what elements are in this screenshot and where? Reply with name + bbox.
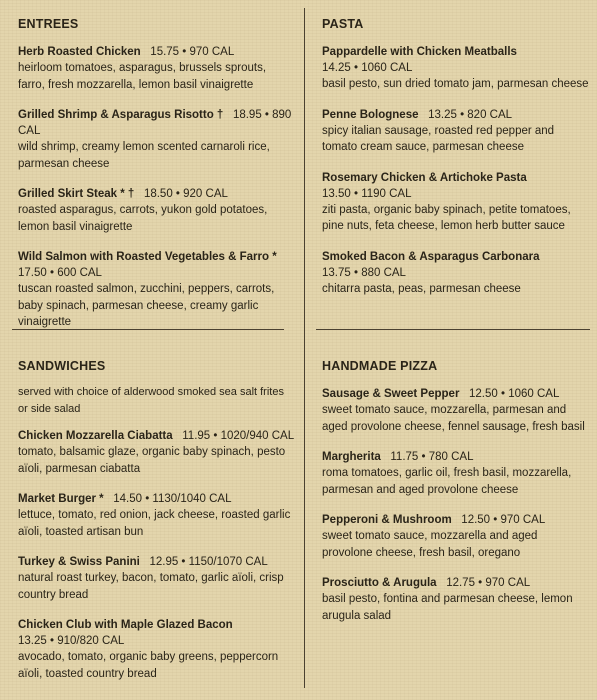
item-name: Chicken Club with Maple Glazed Bacon xyxy=(18,619,233,631)
menu-item xyxy=(18,491,296,540)
item-name: Herb Roasted Chicken xyxy=(18,46,141,58)
item-description: sweet tomato sauce, mozzarella, parmesan and aged provolone cheese, fennel sausage, fresh basil xyxy=(322,404,585,433)
item-name: Grilled Skirt Steak * † xyxy=(18,188,135,200)
section-title-entrees: ENTREES xyxy=(18,17,79,31)
menu-item xyxy=(322,386,590,435)
item-name: Rosemary Chicken & Artichoke Pasta xyxy=(322,171,527,184)
item-name: Prosciutto & Arugula xyxy=(322,577,437,589)
section-title-sandwiches: SANDWICHES xyxy=(18,359,106,373)
menu-item xyxy=(322,107,590,156)
item-price: 15.75 • 970 CAL xyxy=(150,46,235,58)
item-price: 14.50 • 1130/1040 CAL xyxy=(113,493,232,505)
item-description: basil pesto, fontina and parmesan cheese, lemon arugula salad xyxy=(322,593,573,622)
menu-item xyxy=(322,170,590,235)
item-name: Grilled Shrimp & Asparagus Risotto † xyxy=(18,109,224,121)
item-description: avocado, tomato, organic baby greens, peppercorn aïoli, toasted country bread xyxy=(18,651,279,680)
menu-item xyxy=(322,575,590,624)
item-description: roasted asparagus, carrots, yukon gold potatoes, lemon basil vinaigrette xyxy=(18,204,268,233)
item-price: 13.75 • 880 CAL xyxy=(322,266,406,279)
item-name: Penne Bolognese xyxy=(322,108,419,121)
entrees-section xyxy=(18,16,296,345)
item-description: basil pesto, sun dried tomato jam, parmesan cheese xyxy=(322,78,589,90)
item-name: Chicken Mozzarella Ciabatta xyxy=(18,430,173,442)
item-name: Turkey & Swiss Panini xyxy=(18,556,140,568)
pasta-section xyxy=(322,16,590,311)
item-name: Margherita xyxy=(322,451,381,463)
menu-item xyxy=(322,512,590,561)
menu-item xyxy=(322,44,590,93)
item-price: 11.95 • 1020/940 CAL xyxy=(182,430,295,442)
item-price: 12.75 • 970 CAL xyxy=(446,577,531,589)
menu-item xyxy=(18,617,296,682)
item-description: lettuce, tomato, red onion, jack cheese, roasted garlic aïoli, toasted artisan bun xyxy=(18,509,291,538)
item-price: 17.50 • 600 CAL xyxy=(18,267,102,279)
item-price: 12.50 • 970 CAL xyxy=(461,514,546,526)
item-price: 14.25 • 1060 CAL xyxy=(322,62,413,74)
sandwiches-section xyxy=(18,358,296,696)
item-description: ziti pasta, organic baby spinach, petite tomatoes, pine nuts, feta cheese, lemon herb butter sauce xyxy=(322,203,571,232)
menu-item xyxy=(18,554,296,603)
menu-item xyxy=(18,249,296,331)
menu-item xyxy=(18,428,296,477)
item-name: Pepperoni & Mushroom xyxy=(322,514,452,526)
item-name: Wild Salmon with Roasted Vegetables & Farro * xyxy=(18,251,277,263)
item-price: 13.25 • 910/820 CAL xyxy=(18,635,125,647)
menu-item xyxy=(18,186,296,235)
item-name: Pappardelle with Chicken Meatballs xyxy=(322,46,517,58)
item-name: Market Burger * xyxy=(18,493,104,505)
menu-item xyxy=(18,107,296,172)
item-price: 11.75 • 780 CAL xyxy=(390,451,474,463)
item-name: Sausage & Sweet Pepper xyxy=(322,388,460,400)
horizontal-divider-right xyxy=(316,329,590,330)
item-price: 13.25 • 820 CAL xyxy=(428,108,513,121)
item-description: chitarra pasta, peas, parmesan cheese xyxy=(322,282,521,295)
menu-item xyxy=(322,449,590,498)
menu-item xyxy=(18,44,296,93)
item-description: sweet tomato sauce, mozzarella and aged provolone cheese, fresh basil, oregano xyxy=(322,530,538,559)
item-price: 13.50 • 1190 CAL xyxy=(322,187,412,200)
section-title-pasta: PASTA xyxy=(322,17,364,31)
section-subtitle: served with choice of alderwood smoked sea salt frites or side salad xyxy=(18,386,284,415)
item-description: wild shrimp, creamy lemon scented carnaroli rice, parmesan cheese xyxy=(18,141,270,170)
item-description: roma tomatoes, garlic oil, fresh basil, mozzarella, parmesan and aged provolone cheese xyxy=(322,467,572,496)
item-price: 18.50 • 920 CAL xyxy=(143,188,228,200)
item-description: natural roast turkey, bacon, tomato, garlic aïoli, crisp country bread xyxy=(18,572,284,601)
vertical-divider xyxy=(304,8,305,688)
pizza-section xyxy=(322,358,590,638)
item-price: 12.95 • 1150/1070 CAL xyxy=(149,556,268,568)
section-title-pizza: HANDMADE PIZZA xyxy=(322,359,438,373)
item-description: heirloom tomatoes, asparagus, brussels sprouts, farro, fresh mozzarella, lemon basil vinaigrette xyxy=(18,62,267,91)
item-price: 18.95 • 890 CAL xyxy=(18,109,292,137)
item-description: tuscan roasted salmon, zucchini, peppers, carrots, baby spinach, parmesan cheese, creamy garlic vinaigrette xyxy=(18,283,275,328)
item-price: 12.50 • 1060 CAL xyxy=(469,388,560,400)
item-name: Smoked Bacon & Asparagus Carbonara xyxy=(322,250,540,263)
item-description: spicy italian sausage, roasted red pepper and tomato cream sauce, parmesan cheese xyxy=(322,124,555,153)
item-description: tomato, balsamic glaze, organic baby spinach, pesto aïoli, parmesan ciabatta xyxy=(18,446,286,475)
menu-item xyxy=(322,249,590,298)
